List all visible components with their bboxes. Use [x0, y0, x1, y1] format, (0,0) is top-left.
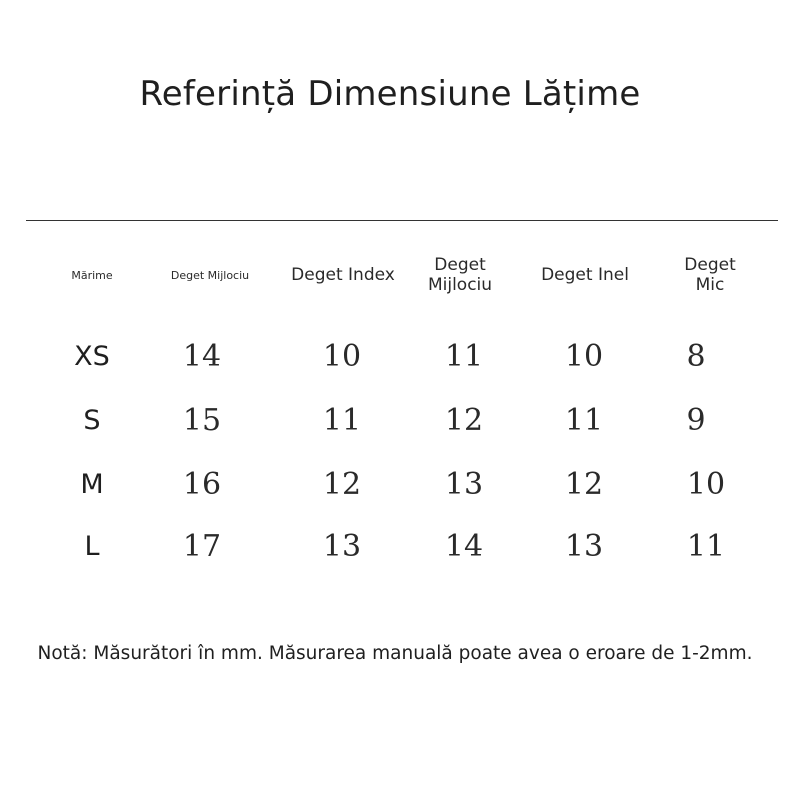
header-middle-finger: Deget Mijlociu — [427, 255, 493, 295]
table-cell: 13 — [444, 466, 484, 502]
table-cell: 12 — [322, 466, 362, 502]
table-cell: 15 — [182, 402, 222, 438]
table-cell: 10 — [564, 338, 604, 374]
size-label: M — [80, 468, 104, 500]
table-cell: 17 — [182, 528, 222, 564]
table-cell: 16 — [182, 466, 222, 502]
size-label: XS — [74, 340, 110, 372]
table-cell: 11 — [322, 402, 362, 438]
header-index-finger: Deget Index — [291, 265, 395, 286]
header-size: Mărime — [71, 268, 113, 282]
table-cell: 9 — [686, 402, 706, 438]
size-label: S — [83, 404, 101, 436]
page-title: Referință Dimensiune Lățime — [139, 74, 641, 114]
table-cell: 13 — [322, 528, 362, 564]
table-cell: 12 — [444, 402, 484, 438]
header-middle-finger-small: Deget Mijlociu — [170, 268, 250, 282]
table-cell: 11 — [444, 338, 484, 374]
table-cell: 10 — [686, 466, 726, 502]
table-cell: 8 — [686, 338, 706, 374]
table-cell: 11 — [564, 402, 604, 438]
title-divider — [26, 220, 778, 221]
measurement-note: Notă: Măsurători în mm. Măsurarea manuală poate avea o eroare de 1-2mm. — [37, 643, 753, 664]
table-cell: 14 — [444, 528, 484, 564]
table-cell: 14 — [182, 338, 222, 374]
table-cell: 12 — [564, 466, 604, 502]
size-label: L — [84, 530, 100, 562]
table-cell: 10 — [322, 338, 362, 374]
table-cell: 11 — [686, 528, 726, 564]
header-little-finger: Deget Mic — [684, 255, 736, 295]
table-cell: 13 — [564, 528, 604, 564]
header-ring-finger: Deget Inel — [541, 265, 629, 286]
